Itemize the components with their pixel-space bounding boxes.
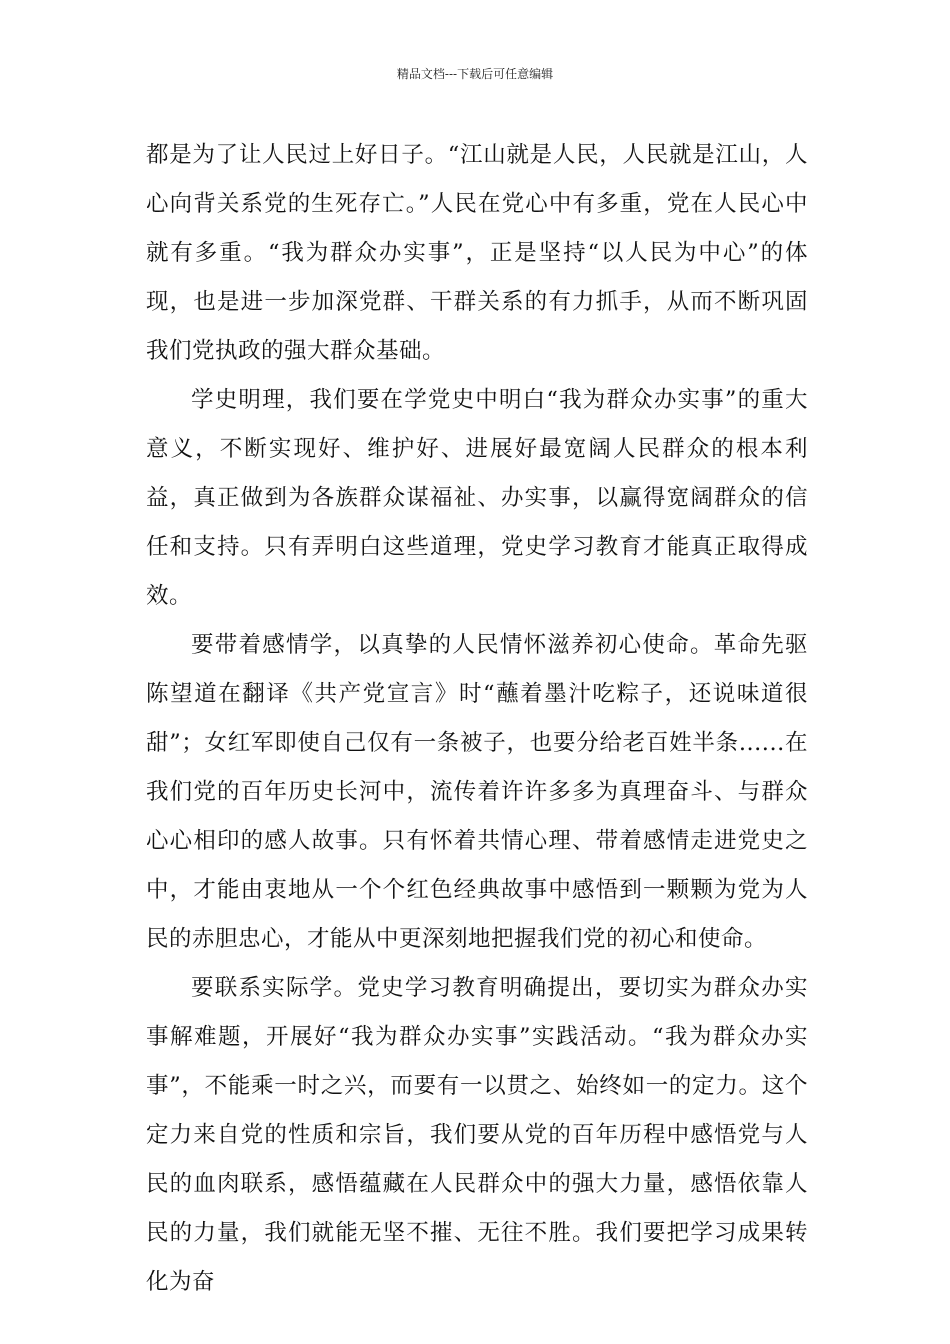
- paragraph-1: 都是为了让人民过上好日子。“江山就是人民，人民就是江山，人心向背关系党的生死存亡。”人民在党心中有多重，党在人民心中就有多重。“我为群众办实事”，正是坚持“以人民为中心”的体现，也是进一步加深党群、干群关系的有力抓手，从而不断巩固我们党执政的强大群众基础。: [146, 142, 808, 364]
- paragraph-2: 学史明理，我们要在学党史中明白“我为群众办实事”的重大意义，不断实现好、维护好、进展好最宽阔人民群众的根本利益，真正做到为各族群众谋福祉、办实事，以赢得宽阔群众的信任和支持。只有弄明白这些道理，党史学习教育才能真正取得成效。: [146, 387, 808, 609]
- page-header: 精品文档---下载后可任意编辑: [396, 67, 554, 81]
- paragraph-4: 要联系实际学。党史学习教育明确提出，要切实为群众办实事解难题，开展好“我为群众办实事”实践活动。“我为群众办实事”，不能乘一时之兴，而要有一以贯之、始终如一的定力。这个定力来自党的性质和宗旨，我们要从党的百年历程中感悟党与人民的血肉联系，感悟蕴藏在人民群众中的强大力量，感悟依靠人民的力量，我们就能无坚不摧、无往不胜。我们要把学习成果转化为奋: [146, 975, 808, 1295]
- document-body: [146, 131, 808, 1307]
- paragraph-3: 要带着感情学，以真挚的人民情怀滋养初心使命。革命先驱陈望道在翻译《共产党宣言》时“蘸着墨汁吃粽子，还说味道很甜”；女红军即使自己仅有一条被子，也要分给老百姓半条......在我们党的百年历史长河中，流传着许许多多为真理奋斗、与群众心心相印的感人故事。只有怀着共情心理、带着感情走进党史之中，才能由衷地从一个个红色经典故事中感悟到一颗颗为党为人民的赤胆忠心，才能从中更深刻地把握我们党的初心和使命。: [146, 632, 808, 952]
